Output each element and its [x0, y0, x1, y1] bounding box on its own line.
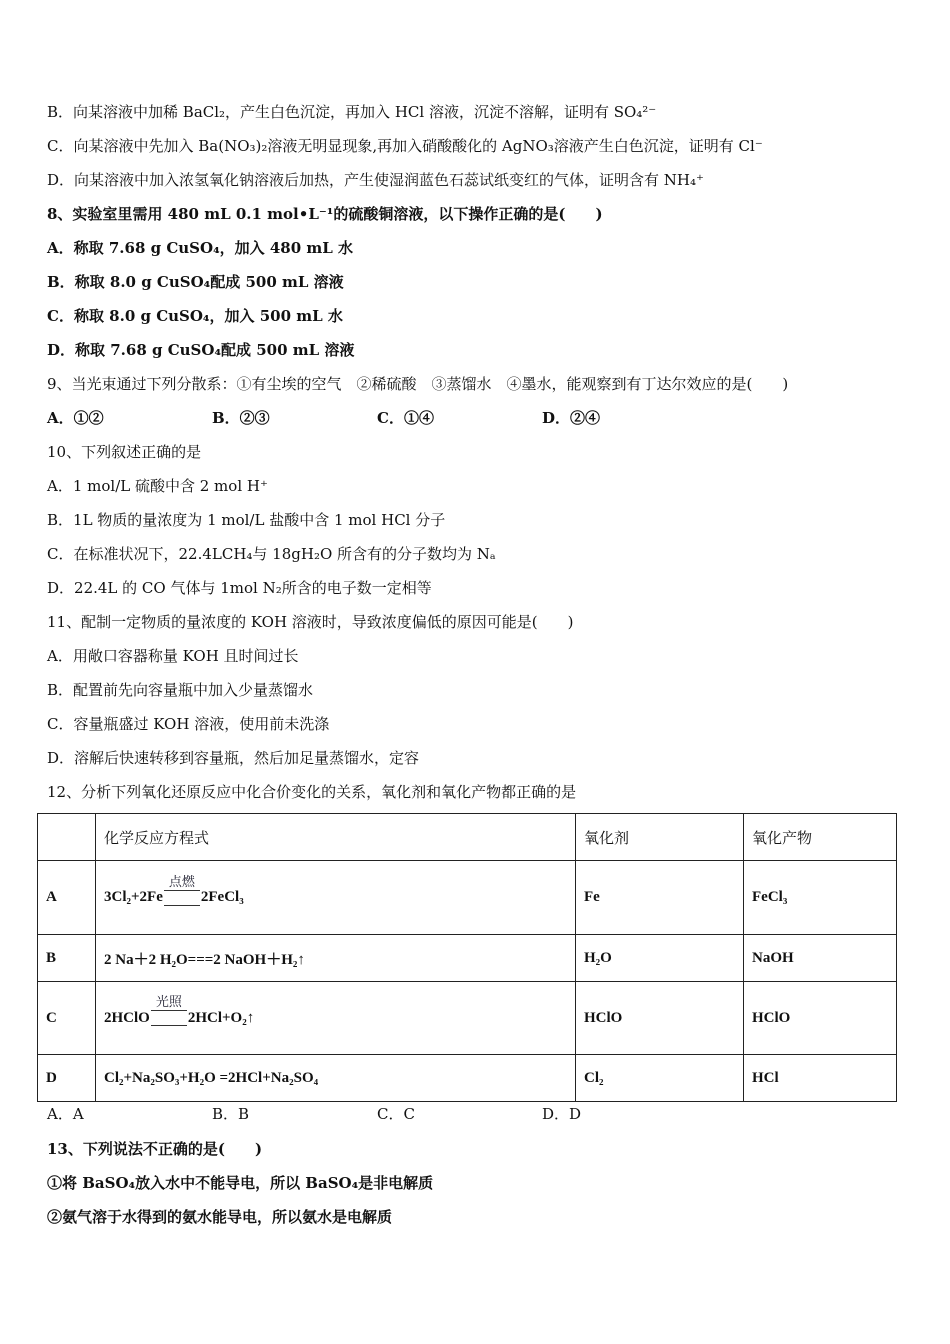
q12-option-b: B．B [212, 1105, 250, 1123]
row-label: A [38, 861, 96, 935]
q11-option-d: D．溶解后快速转移到容量瓶，然后加足量蒸馏水，定容 [47, 749, 420, 767]
q11-option-a: A．用敞口容器称量 KOH 且时间过长 [47, 647, 299, 665]
header-product: 氧化产物 [744, 814, 897, 861]
oxidant-cell: Fe [576, 861, 744, 935]
product-cell: HCl [744, 1055, 897, 1102]
header-oxidant: 氧化剂 [576, 814, 744, 861]
q10-option-b: B．1L 物质的量浓度为 1 mol/L 盐酸中含 1 mol HCl 分子 [47, 511, 446, 529]
q11-option-b: B．配置前先向容量瓶中加入少量蒸馏水 [47, 681, 314, 699]
q8-option-d: D．称取 7.68 g CuSO₄配成 500 mL 溶液 [47, 341, 355, 359]
q10-option-c: C．在标准状况下，22.4LCH₄与 18gH₂O 所含有的分子数均为 Nₐ [47, 545, 496, 563]
row-label: B [38, 935, 96, 982]
q7-option-d: D．向某溶液中加入浓氢氧化钠溶液后加热，产生使湿润蓝色石蕊试纸变红的气体，证明含有 NH₄⁺ [47, 171, 704, 189]
q9-option-d: D．②④ [542, 409, 601, 427]
q8-option-c: C．称取 8.0 g CuSO₄，加入 500 mL 水 [47, 307, 343, 325]
q10-option-d: D．22.4L 的 CO 气体与 1mol N₂所含的电子数一定相等 [47, 579, 432, 597]
q12-stem: 12、分析下列氧化还原反应中化合价变化的关系，氧化剂和氧化产物都正确的是 [47, 783, 577, 801]
q9-stem: 9、当光束通过下列分散系：①有尘埃的空气 ②稀硫酸 ③蒸馏水 ④墨水，能观察到有丁达尔效应的是( ) [47, 375, 789, 393]
header-equation: 化学反应方程式 [96, 814, 576, 861]
q12-option-a: A．A [47, 1105, 84, 1123]
q8-option-b: B．称取 8.0 g CuSO₄配成 500 mL 溶液 [47, 273, 344, 291]
row-label: D [38, 1055, 96, 1102]
product-cell: FeCl₃ [744, 861, 897, 935]
oxidant-cell: Cl₂ [576, 1055, 744, 1102]
reaction-condition [151, 995, 187, 1026]
equation-cell [96, 982, 576, 1055]
q11-stem: 11、配制一定物质的量浓度的 KOH 溶液时，导致浓度偏低的原因可能是( ) [47, 613, 574, 631]
q7-option-b: B．向某溶液中加稀 BaCl₂，产生白色沉淀，再加入 HCl 溶液，沉淀不溶解，证明有 SO₄²⁻ [47, 103, 657, 121]
q8-stem: 8、实验室里需用 480 mL 0.1 mol•L⁻¹的硫酸铜溶液，以下操作正确的是( ) [47, 205, 603, 223]
q11-option-c: C．容量瓶盛过 KOH 溶液，使用前未洗涤 [47, 715, 330, 733]
table-row [38, 1055, 897, 1102]
equation-right: 2FeCl₃ [200, 889, 244, 905]
oxidant-cell: HClO [576, 982, 744, 1055]
q13-statement-2: ②氨气溶于水得到的氨水能导电，所以氨水是电解质 [47, 1208, 393, 1226]
table-row [38, 935, 897, 982]
equation-left: 3Cl₂+2Fe [104, 889, 163, 905]
product-cell: NaOH [744, 935, 897, 982]
q12-option-c: C．C [377, 1105, 415, 1123]
q8-option-a: A．称取 7.68 g CuSO₄，加入 480 mL 水 [47, 239, 354, 257]
oxidant-cell: H₂O [576, 935, 744, 982]
equation-right: 2HCl+O₂↑ [187, 1009, 255, 1026]
q9-option-a: A．①② [47, 409, 104, 427]
q9-option-b: B．②③ [212, 409, 270, 427]
q13-statement-1: ①将 BaSO₄放入水中不能导电，所以 BaSO₄是非电解质 [47, 1174, 434, 1192]
table-row [38, 982, 897, 1055]
header-blank [38, 814, 96, 861]
q10-option-a: A．1 mol/L 硫酸中含 2 mol H⁺ [47, 477, 268, 495]
equation-cell: Cl₂+Na₂SO₃+H₂O =2HCl+Na₂SO₄ [96, 1055, 576, 1102]
q10-stem: 10、下列叙述正确的是 [47, 443, 202, 461]
table-header-row [38, 814, 897, 861]
equation-cell: 2 Na＋2 H₂O===2 NaOH＋H₂↑ [96, 935, 576, 982]
reaction-condition [164, 874, 200, 906]
condition-label: 光照 [155, 995, 182, 1011]
table-row [38, 861, 897, 935]
q7-option-c: C．向某溶液中先加入 Ba(NO₃)₂溶液无明显现象,再加入硝酸酸化的 AgNO₃溶液产生白色沉淀，证明有 Cl⁻ [47, 137, 763, 155]
condition-label: 点燃 [168, 874, 195, 890]
equation-left: 2HClO [104, 1009, 150, 1026]
equation-cell [96, 861, 576, 935]
q12-option-d: D．D [542, 1105, 582, 1123]
reaction-table [37, 813, 897, 1102]
row-label: C [38, 982, 96, 1055]
product-cell: HClO [744, 982, 897, 1055]
q13-stem: 13、下列说法不正确的是( ) [47, 1140, 263, 1158]
q9-option-c: C．①④ [377, 409, 434, 427]
